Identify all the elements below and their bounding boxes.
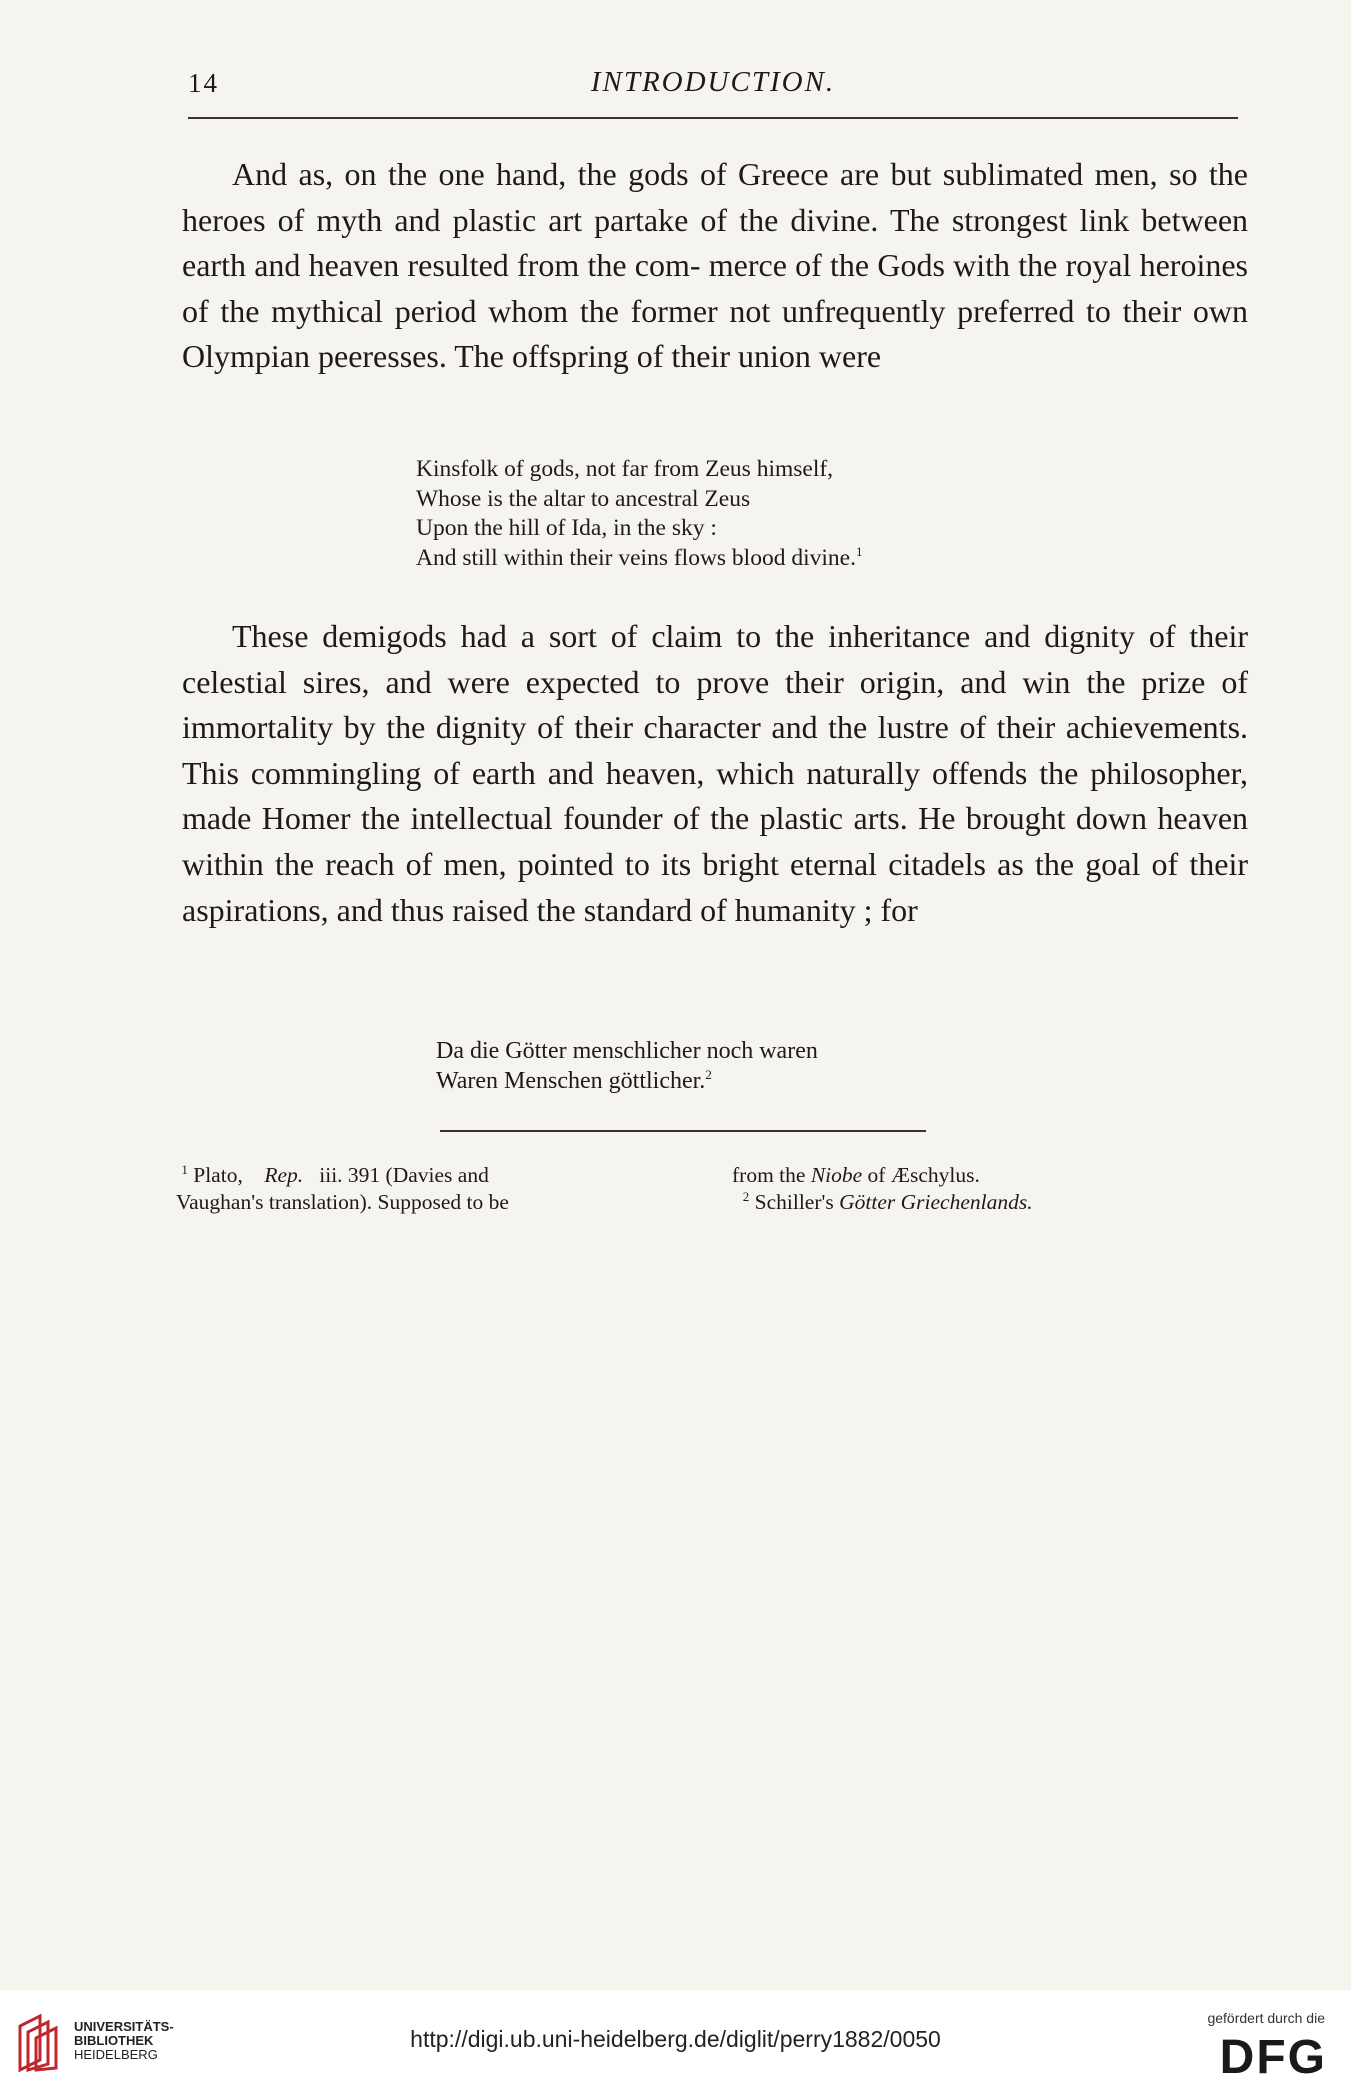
- text-line: merce of the Gods with the royal heroines of the mythical period: [182, 247, 1248, 329]
- footnote-column-right: [732, 1162, 1192, 1216]
- verse-quotation-2: [436, 1036, 818, 1096]
- footnote-1-line-1: $^1$ Plato, Rep. iii. 391 (Davies and: [181, 1161, 489, 1187]
- permalink-url[interactable]: http://digi.ub.uni-heidelberg.de/diglit/perry1882/0050: [410, 2026, 941, 2052]
- verse-line-last: [436, 1066, 818, 1096]
- footnote-mark: 1: [181, 1161, 188, 1177]
- text-line: and the lustre of their achievements. This commingling of earth: [182, 709, 1249, 791]
- verse-line: Upon the hill of Ida, in the sky :: [416, 515, 717, 541]
- text-line: peeresses. The offspring of their union were: [317, 338, 882, 375]
- running-head: INTRODUCTION.: [590, 66, 836, 98]
- footnote-1-line-2: Vaughan's translation). Supposed to be: [176, 1190, 509, 1214]
- text-line: and win the prize of immortality by the dignity of their character: [182, 663, 1249, 746]
- header-rule: [188, 117, 1238, 119]
- paragraph-1: [182, 152, 1248, 380]
- footnote-rule: [440, 1130, 926, 1132]
- page-header: [188, 62, 1238, 114]
- footnote-2: $^2$ Schiller's Götter Griechenlands.: [742, 1188, 1033, 1214]
- verse-line-last: [416, 544, 862, 574]
- verse-quotation-1: [416, 455, 862, 573]
- text-line: humanity ; for: [734, 891, 918, 928]
- verse-line: Da die Götter menschlicher noch waren: [436, 1038, 818, 1064]
- text-line: heaven within the reach of men, pointed to its bright eternal citadels: [182, 800, 1249, 882]
- text-line: as the goal of their aspirations, and thus raised the standard of: [182, 845, 1249, 928]
- text-line: The strongest link between earth and heaven resulted from the com-: [182, 201, 1249, 284]
- text-line: men, so the heroes of myth and plastic art partake of the divine.: [182, 156, 1249, 238]
- verse-line: And still within their veins flows blood divine.: [416, 544, 856, 571]
- footnote-reference[interactable]: 2: [705, 1067, 712, 1082]
- verse-line: Waren Menschen göttlicher.: [436, 1068, 706, 1094]
- work-title: Götter Griechenlands.: [839, 1190, 1033, 1214]
- paragraph-2: [182, 614, 1248, 933]
- work-title: Niobe: [810, 1163, 863, 1187]
- text-line: of their celestial sires, and were expected to prove their origin,: [182, 618, 1249, 700]
- work-title: Rep.: [264, 1163, 304, 1187]
- text-line: These demigods had a sort of claim to the inheritance and dignity: [232, 618, 1135, 654]
- text-line: whom the former not unfrequently preferred to their own Olympian: [182, 292, 1249, 375]
- text-line: and heaven, which naturally offends the philosopher, made Homer: [182, 754, 1249, 837]
- library-name: UNIVERSITÄTS- BIBLIOTHEK HEIDELBERG: [74, 2019, 174, 2062]
- dfg-logo[interactable]: DFG: [1219, 2031, 1327, 2084]
- text-line: And as, on the one hand, the gods of Greece are but sublimated: [232, 156, 1084, 192]
- funded-by-label: gefördert durch die: [1207, 2010, 1325, 2026]
- footnote-reference[interactable]: 1: [855, 543, 863, 559]
- footnote-mark: 2: [742, 1188, 750, 1204]
- footnote-1-continuation: from the Niobe of Æschylus.: [732, 1163, 980, 1187]
- verse-line: Whose is the altar to ancestral Zeus: [416, 485, 751, 512]
- digitization-footer: [0, 1990, 1351, 2093]
- verse-line: Kinsfolk of gods, not far from Zeus himself,: [416, 456, 834, 482]
- page-number: 14: [188, 68, 219, 98]
- text-line: the intellectual founder of the plastic arts. He brought down: [361, 800, 1147, 837]
- footnote-column-left: [176, 1162, 696, 1216]
